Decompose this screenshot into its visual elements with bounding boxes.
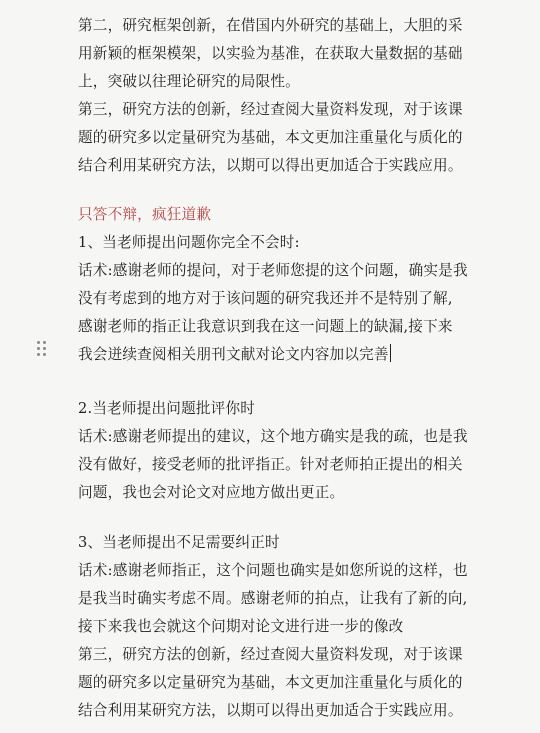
text-line: 接下来我也会就这个问期对论文进行进一步的像改	[78, 618, 404, 635]
focused-line-text: 我会迸续查阅相关朋刊文献对论文内容加以完善	[78, 346, 389, 363]
q3-heading: 3、当老师提出不足需要纠正时	[78, 534, 280, 551]
text-line: 没有做好，接受老师的批评指正。针对老师拍正提出的相关	[78, 456, 463, 473]
text-line: 话术:感谢老师的提问，对于老师您提的这个问题，确实是我	[78, 262, 468, 279]
q2-heading: 2.当老师提出问题批评你时	[78, 400, 256, 417]
text-line: 题的研究多以定量研究为基础，本文更加注重量化与质化的	[78, 129, 463, 146]
text-line: 第三，研究方法的创新，经过查阅大量资料发现，对于该课	[78, 646, 463, 663]
text-line-focused[interactable]	[78, 341, 478, 369]
q1-block[interactable]	[78, 229, 478, 369]
text-line: 结合利用某研究方法，以期可以得出更加适合于实践应用。	[78, 157, 463, 174]
text-line: 上，突破以往理论研究的局限性。	[78, 73, 300, 90]
drag-dot	[43, 347, 46, 350]
drag-dot	[37, 341, 40, 344]
text-line: 题的研究多以定量研究为基础，本文更加注重量化与质化的	[78, 674, 463, 691]
text-line: 话术:感谢老师提出的建议，这个地方确实是我的疏，也是我	[78, 428, 468, 445]
text-line: 话术:感谢老师指正，这个问题也确实是如您所说的这样，也	[78, 562, 468, 579]
q1-heading: 1、当老师提出问题你完全不会时:	[78, 234, 300, 251]
section-title-block[interactable]	[78, 201, 478, 229]
section-title: 只答不辩，疯狂道歉	[78, 206, 212, 223]
text-line: 没有考虑到的地方对于该问题的研究我还并不是特别了解,	[78, 290, 453, 307]
text-line: 感谢老师的指正让我意识到我在这一问题上的缺漏,接下来	[78, 318, 453, 335]
drag-dot	[43, 341, 46, 344]
text-cursor	[390, 344, 391, 362]
drag-handle-icon[interactable]	[37, 341, 47, 359]
q3-block[interactable]	[78, 529, 478, 725]
text-line: 第二，研究框架创新，在借国内外研究的基础上，大胆的采	[78, 17, 463, 34]
drag-dot	[43, 353, 46, 356]
q2-block[interactable]	[78, 395, 478, 507]
text-line: 第三，研究方法的创新，经过查阅大量资料发现，对于该课	[78, 101, 463, 118]
drag-dot	[37, 353, 40, 356]
text-line: 结合利用某研究方法，以期可以得出更加适合于实践应用。	[78, 702, 463, 719]
text-line: 用新颖的框架模架，以实验为基准，在获取大量数据的基础	[78, 45, 463, 62]
text-line: 问题，我也会对论文对应地方做出更正。	[78, 484, 345, 501]
text-line: 是我当时确实考虑不周。感谢老师的拍点，让我有了新的向,	[78, 590, 468, 607]
paragraph-innovation[interactable]	[78, 12, 478, 180]
drag-dot	[37, 347, 40, 350]
